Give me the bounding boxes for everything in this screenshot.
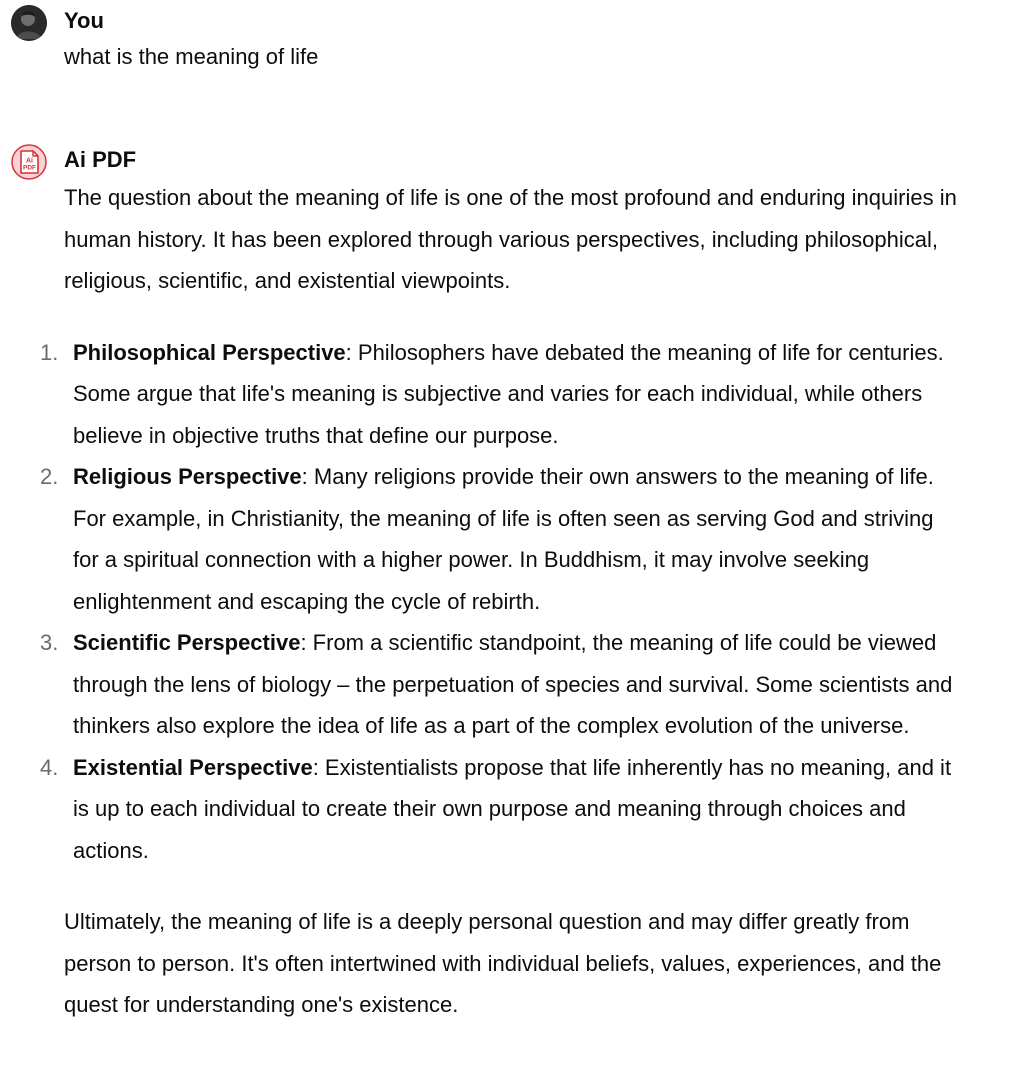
list-item [40,747,964,872]
reply-intro: The question about the meaning of life is one of the most profound and enduring inquiries in human history. It has been explored through various perspectives, including philosophical, religious, scientific, and existential viewpoints. [64,185,957,293]
list-item-text: : Many religions provide their own answers to the meaning of life. For example, in Christianity, the meaning of life is often seen as serving God and striving for a spiritual connection with a higher power. In Buddhism, it may involve seeking enlightenment and escaping the cycle of rebirth. [73,464,934,614]
list-item-number: 3. [40,630,59,655]
list-item-text: : From a scientific standpoint, the meaning of life could be viewed through the lens of biology – the perpetuation of species and survival. Some scientists and thinkers also explore the idea of life as a part of the complex evolution of the universe. [73,630,953,738]
assistant-message [40,177,964,1026]
list-item-number: 2. [40,464,59,489]
reply-conclusion: Ultimately, the meaning of life is a deeply personal question and may differ greatly from person to person. It's often intertwined with individual beliefs, values, experiences, and the quest for understanding one's existence. [64,909,942,1017]
list-item [40,622,964,747]
list-item-number: 4. [40,754,59,780]
user-message-text: what is the meaning of life [64,44,319,69]
list-item-number: 1. [40,339,59,365]
list-item-title: Existential Perspective [73,754,313,780]
list-item-title: Philosophical Perspective [73,339,346,365]
list-item-text: : Existentialists propose that life inherently has no meaning, and it is up to each individual to create their own purpose and meaning through choices and actions. [73,754,952,863]
logo-text-ai: Ai [26,157,33,165]
user-photo-icon [11,5,47,41]
list-item-title: Religious Perspective [73,464,302,489]
list-item-text: : Philosophers have debated the meaning of life for centuries. Some argue that life's meaning is subjective and varies for each individual, while others believe in objective truths that define our purpose. [73,339,944,448]
pdf-document-icon [11,144,47,180]
user-avatar [11,5,47,41]
user-author-name: You [64,8,104,33]
assistant-author-name: Ai PDF [64,147,137,172]
list-item [40,456,964,622]
assistant-avatar [11,144,47,180]
list-item-title: Scientific Perspective [73,630,301,655]
logo-text-pdf: PDF [23,164,36,172]
perspectives-list [40,332,964,872]
list-item [40,332,964,457]
